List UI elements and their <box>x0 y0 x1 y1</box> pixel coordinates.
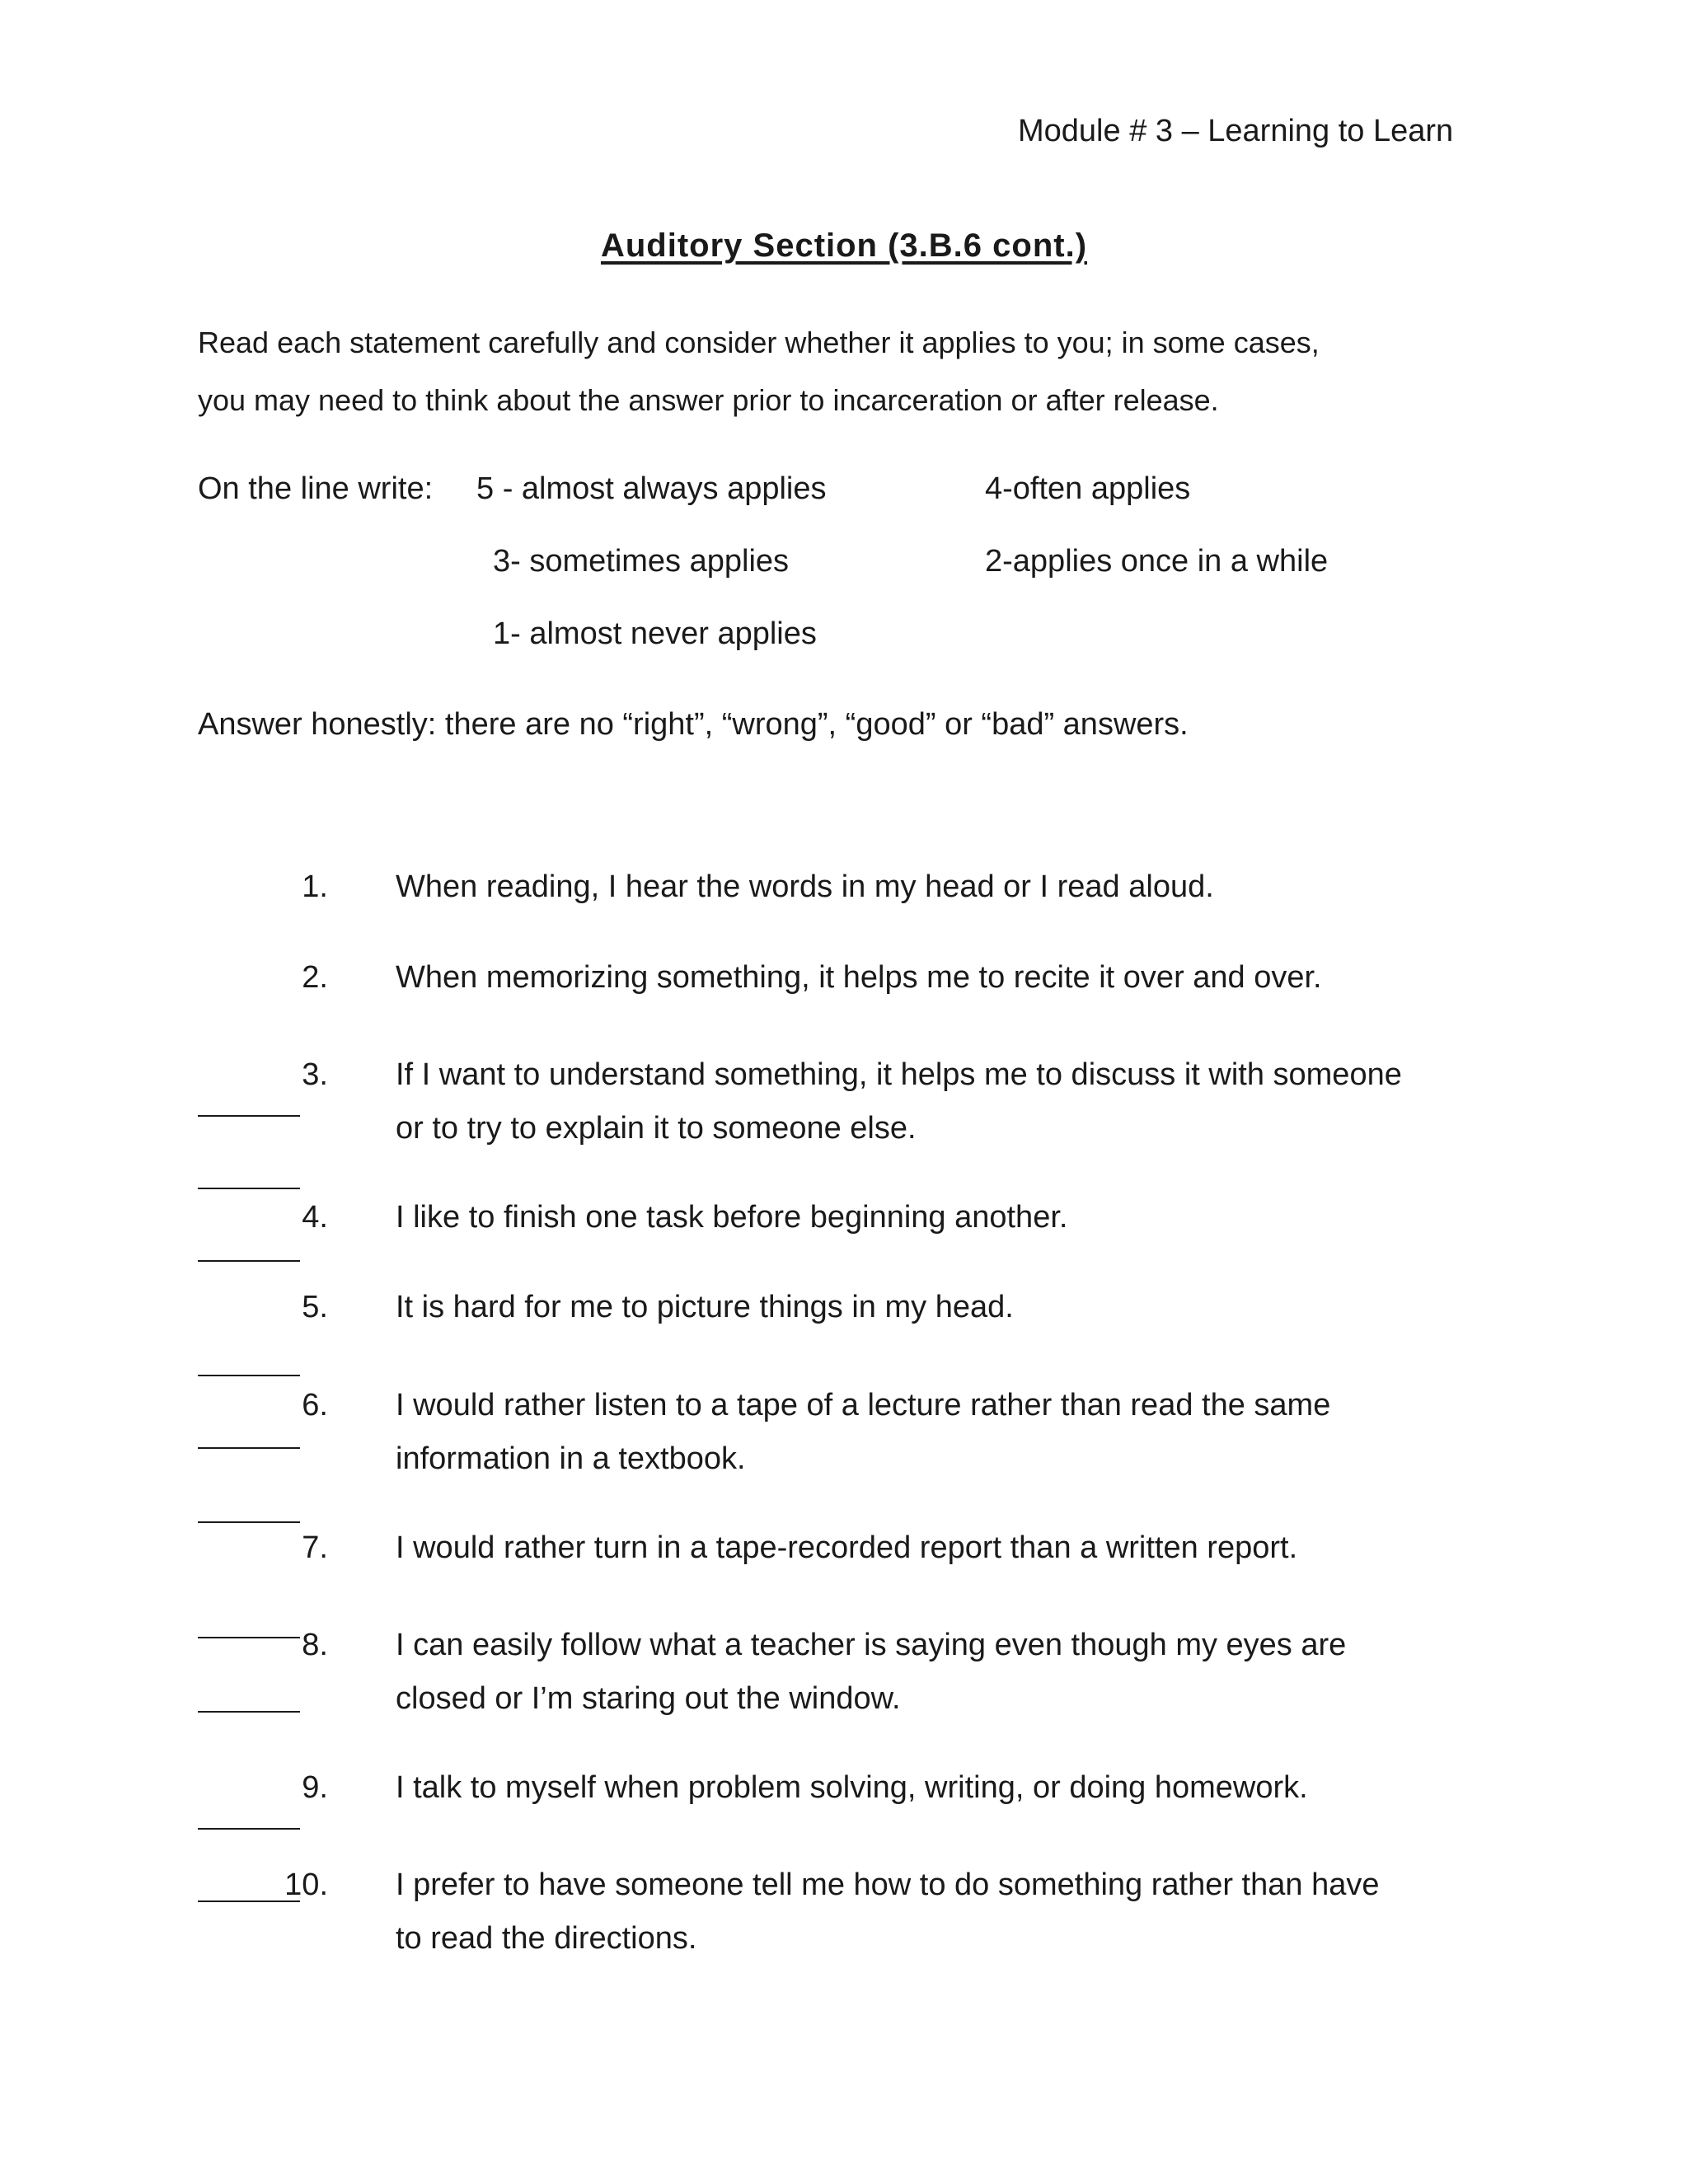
answer-blank-7[interactable] <box>198 1637 300 1638</box>
intro-line-2: you may need to think about the answer prior to incarceration or after release. <box>198 383 1219 417</box>
answer-blank-2[interactable] <box>198 1188 300 1189</box>
question-text-8b: closed or I’m staring out the window. <box>396 1681 901 1716</box>
question-number-1: 1. <box>302 869 328 904</box>
honesty-note: Answer honestly: there are no “right”, “wrong”, “good” or “bad” answers. <box>198 707 1189 742</box>
question-number-2: 2. <box>302 960 328 995</box>
answer-blank-5[interactable] <box>198 1447 300 1449</box>
question-text-3a: If I want to understand something, it helps me to discuss it with someone <box>396 1057 1402 1092</box>
answer-blank-1[interactable] <box>198 1115 300 1117</box>
question-number-7: 7. <box>302 1530 328 1565</box>
answer-blank-6[interactable] <box>198 1521 300 1523</box>
question-text-5: It is hard for me to picture things in my head. <box>396 1290 1014 1324</box>
intro-line-1: Read each statement carefully and consider whether it applies to you; in some cases, <box>198 326 1320 359</box>
answer-blank-9[interactable] <box>198 1828 300 1830</box>
answer-blank-10[interactable] <box>198 1900 300 1902</box>
page-title: Auditory Section (3.B.6 cont.) <box>600 227 1088 264</box>
module-header: Module # 3 – Learning to Learn <box>1018 114 1454 148</box>
scale-item-2: 2-applies once in a while <box>985 544 1329 579</box>
question-text-2: When memorizing something, it helps me to recite it over and over. <box>396 960 1322 995</box>
question-number-3: 3. <box>302 1057 328 1092</box>
question-number-5: 5. <box>302 1290 328 1324</box>
question-text-1: When reading, I hear the words in my head or I read aloud. <box>396 869 1214 904</box>
scale-item-3: 3- sometimes applies <box>493 544 790 579</box>
scale-item-1: 1- almost never applies <box>493 616 817 651</box>
question-number-6: 6. <box>302 1388 328 1422</box>
answer-blank-4[interactable] <box>198 1375 300 1376</box>
question-number-10: 10. <box>284 1868 328 1902</box>
question-number-9: 9. <box>302 1770 328 1805</box>
question-number-8: 8. <box>302 1628 328 1662</box>
question-text-6b: information in a textbook. <box>396 1441 746 1476</box>
question-text-10a: I prefer to have someone tell me how to do something rather than have <box>396 1868 1380 1902</box>
question-number-4: 4. <box>302 1200 328 1235</box>
question-text-7: I would rather turn in a tape-recorded report than a written report. <box>396 1530 1298 1565</box>
answer-blank-8[interactable] <box>198 1711 300 1713</box>
scale-lead: On the line write: <box>198 471 434 506</box>
question-text-6a: I would rather listen to a tape of a lecture rather than read the same <box>396 1388 1331 1422</box>
question-text-4: I like to finish one task before beginning another. <box>396 1200 1068 1235</box>
question-text-8a: I can easily follow what a teacher is saying even though my eyes are <box>396 1628 1347 1662</box>
scale-item-5: 5 - almost always applies <box>476 471 827 506</box>
answer-blank-3[interactable] <box>198 1260 300 1262</box>
question-text-9: I talk to myself when problem solving, writing, or doing homework. <box>396 1770 1308 1805</box>
question-text-10b: to read the directions. <box>396 1921 697 1956</box>
question-text-3b: or to try to explain it to someone else. <box>396 1111 917 1146</box>
scale-item-4: 4-often applies <box>985 471 1191 506</box>
